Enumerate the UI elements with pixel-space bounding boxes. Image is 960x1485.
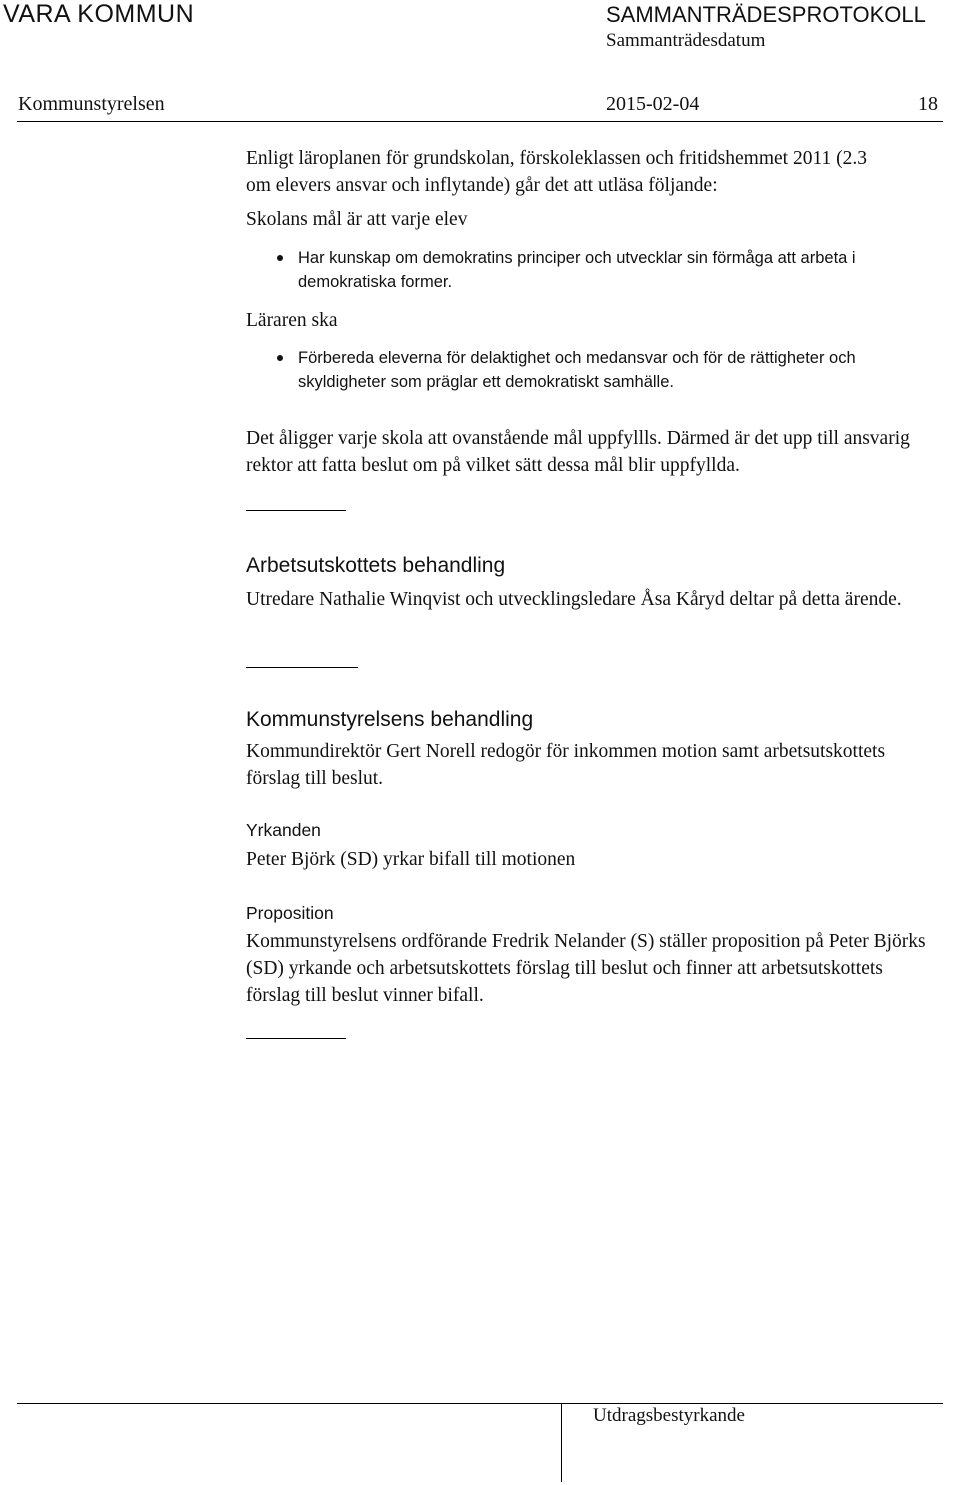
section-separator bbox=[246, 1038, 346, 1039]
school-goal-list bbox=[298, 246, 928, 294]
certification-label: Utdragsbestyrkande bbox=[593, 1405, 745, 1426]
page-number: 18 bbox=[918, 93, 938, 115]
section-separator bbox=[246, 510, 346, 511]
teacher-label: Läraren ska bbox=[246, 310, 338, 331]
working-committee-text: Utredare Nathalie Winqvist och utvecklingsledare Åsa Kåryd deltar på detta ärende. bbox=[246, 589, 902, 610]
footer-divider bbox=[17, 1403, 943, 1404]
intro-paragraph: Enligt läroplanen för grundskolan, förskoleklassen och fritidshemmet 2011 (2.3 om elevers ansvar och inflytande) går det att utläsa följande: bbox=[246, 148, 867, 196]
meeting-date: 2015-02-04 bbox=[606, 93, 700, 115]
school-goal-label: Skolans mål är att varje elev bbox=[246, 209, 468, 230]
list-item-text: Har kunskap om demokratins principer och utvecklar sin förmåga att arbeta i demokratiska former. bbox=[298, 249, 856, 291]
bullet-icon bbox=[277, 255, 283, 261]
document-type: SAMMANTRÄDESPROTOKOLL bbox=[606, 2, 926, 27]
municipal-board-text: Kommundirektör Gert Norell redogör för inkommen motion samt arbetsutskottets förslag till beslut. bbox=[246, 741, 886, 789]
list-item bbox=[298, 246, 928, 294]
bullet-icon bbox=[277, 355, 283, 361]
list-item-text: Förbereda eleverna för delaktighet och medansvar och för de rättigheter och skyldigheter som präglar ett demokratiskt samhälle. bbox=[298, 349, 856, 391]
header-divider bbox=[17, 121, 943, 122]
list-item bbox=[298, 346, 938, 394]
section-separator bbox=[246, 667, 358, 668]
meeting-date-label: Sammanträdesdatum bbox=[606, 30, 766, 51]
committee-name: Kommunstyrelsen bbox=[18, 93, 165, 115]
municipal-board-heading: Kommunstyrelsens behandling bbox=[246, 708, 534, 731]
motions-text: Peter Björk (SD) yrkar bifall till motionen bbox=[246, 849, 576, 870]
footer-column-divider bbox=[561, 1403, 562, 1482]
motions-heading: Yrkanden bbox=[246, 820, 321, 840]
proposition-heading: Proposition bbox=[246, 903, 334, 923]
proposition-text: Kommunstyrelsens ordförande Fredrik Nelander (S) ställer proposition på Peter Björks (SD) yrkande och arbetsutskottets förslag till beslut och finner att arbetsutskottets förslag till beslut vinner bifall. bbox=[246, 931, 926, 1006]
responsibility-paragraph: Det åligger varje skola att ovanstående mål uppfyllls. Därmed är det upp till ansvarig rektor att fatta beslut om på vilket sätt dessa mål blir uppfyllda. bbox=[246, 428, 910, 476]
working-committee-heading: Arbetsutskottets behandling bbox=[246, 554, 506, 577]
teacher-list bbox=[298, 346, 938, 394]
organization-name: VARA KOMMUN bbox=[3, 0, 195, 28]
